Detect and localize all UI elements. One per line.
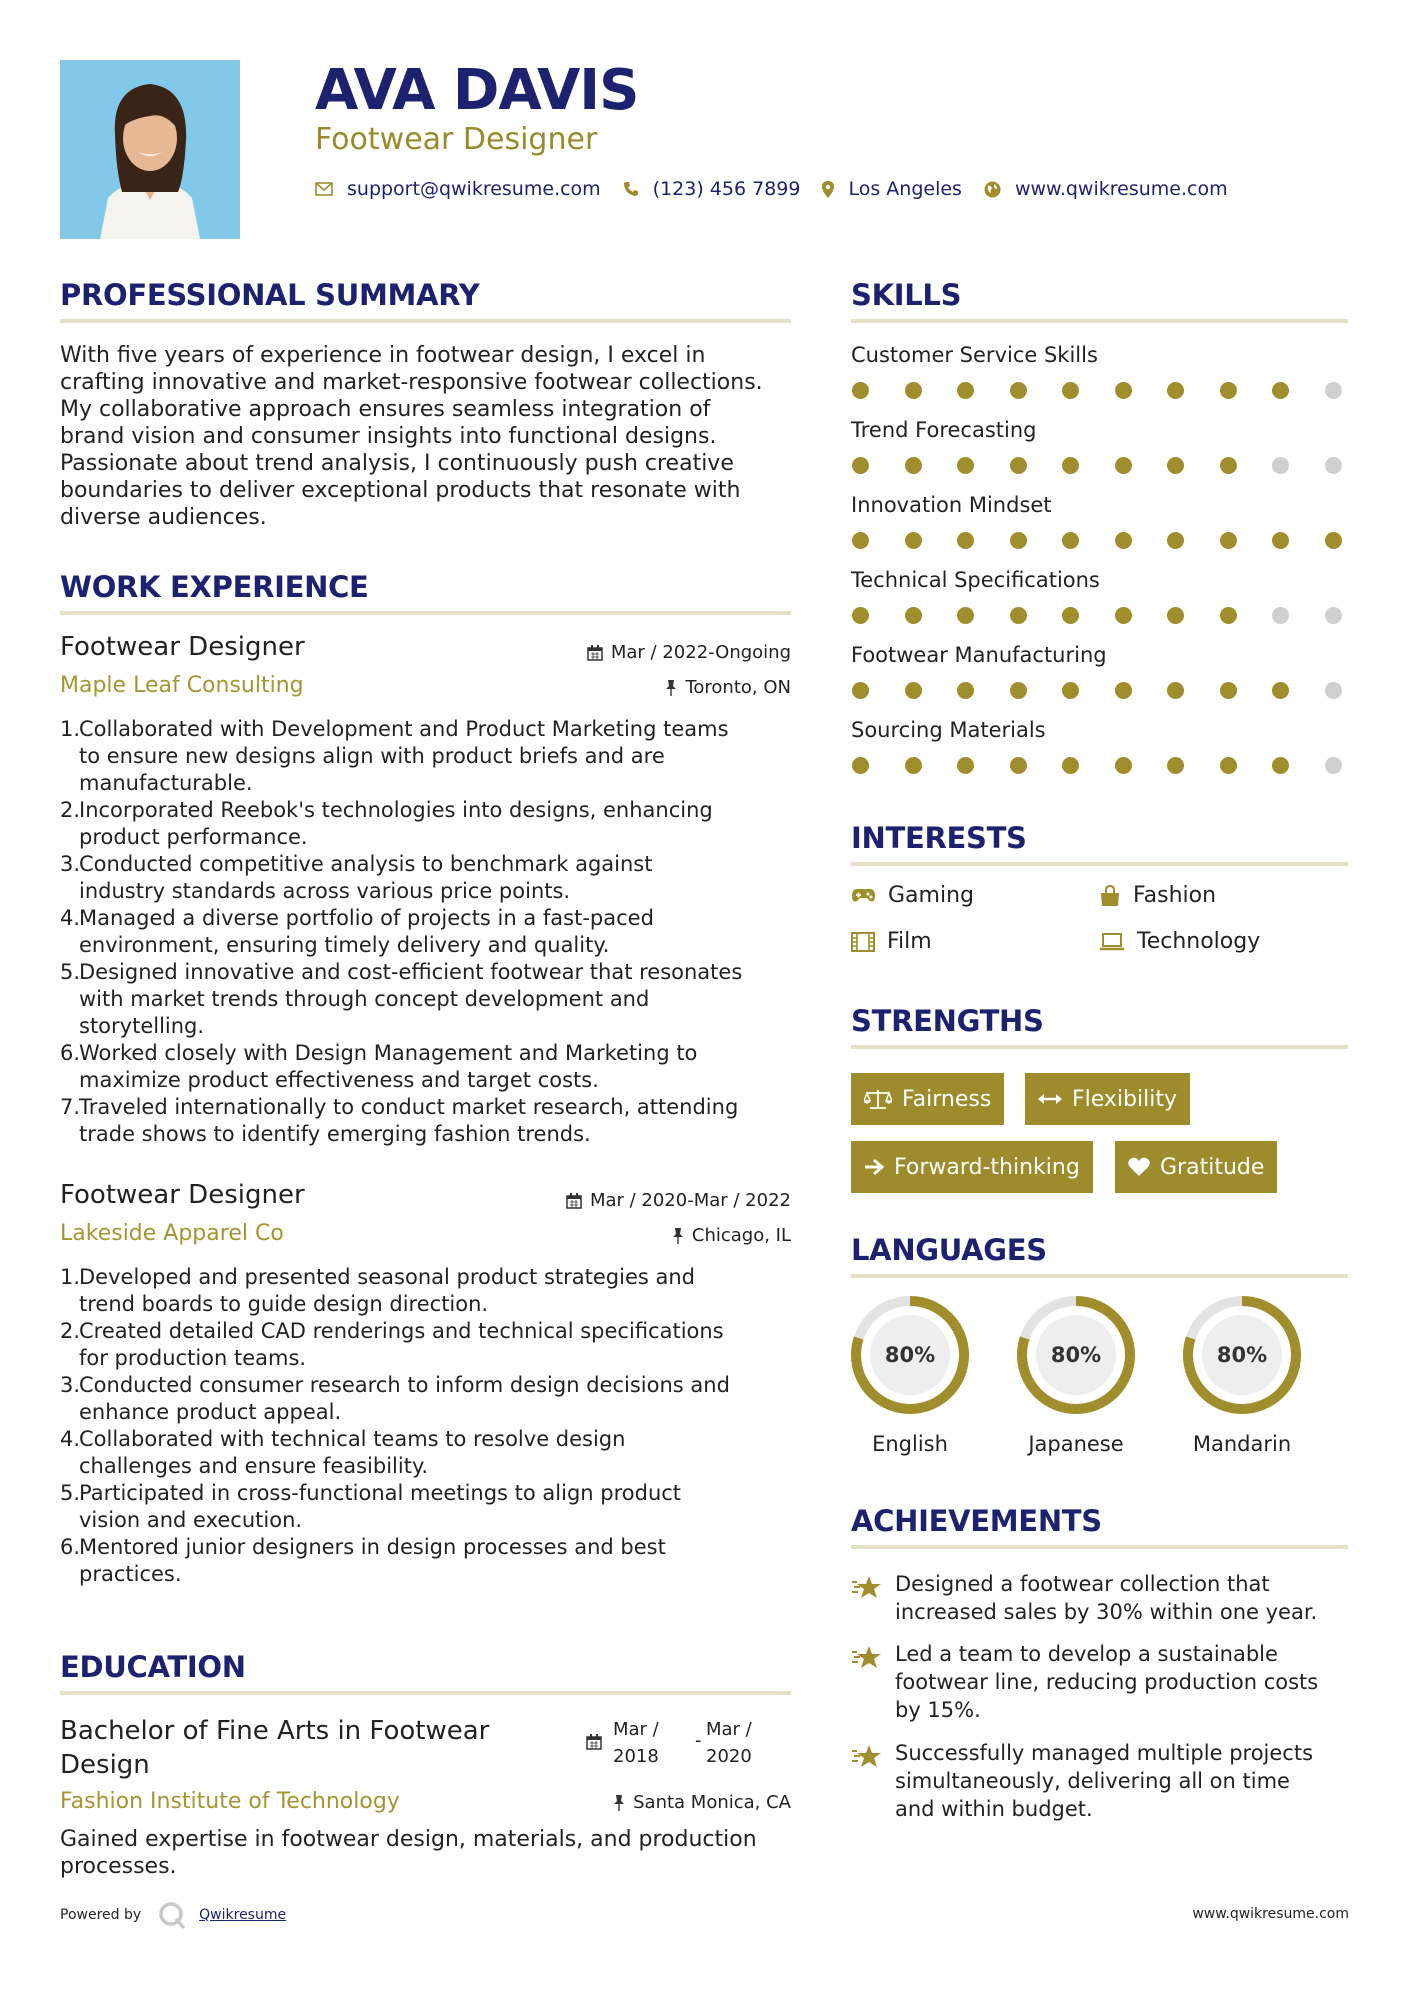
- language-name: Mandarin: [1192, 1432, 1292, 1456]
- skill-dot-filled: [1115, 682, 1132, 699]
- strength-badge: Gratitude: [1115, 1141, 1277, 1193]
- gamepad-icon: [851, 888, 876, 904]
- date-separator: -: [695, 1730, 702, 1751]
- skill-dot-filled: [1010, 757, 1027, 774]
- skill-dot-filled: [957, 607, 974, 624]
- phone-text: (123) 456 7899: [652, 178, 801, 200]
- strength-badge: Flexibility: [1025, 1073, 1190, 1125]
- globe-icon: [984, 181, 1001, 198]
- summary-line: With five years of experience in footwear design, I excel in: [60, 343, 706, 368]
- summary-line: crafting innovative and market-responsive footwear collections.: [60, 370, 763, 395]
- calendar-icon: [586, 1734, 602, 1750]
- skill-dot-filled: [1010, 382, 1027, 399]
- list-item: 4. Managed a diverse portfolio of projects in a fast-paced environment, ensuring timely delivery and quality.: [60, 906, 654, 957]
- skill-label: Technical Specifications: [851, 568, 1100, 592]
- company-name: Maple Leaf Consulting: [60, 673, 304, 698]
- skill-label: Sourcing Materials: [851, 718, 1046, 742]
- star-badge-icon: [851, 1743, 883, 1769]
- candidate-name: AVA DAVIS: [315, 58, 639, 123]
- education-divider: [60, 1691, 791, 1695]
- interests-divider: [851, 862, 1348, 866]
- languages-divider: [851, 1274, 1348, 1278]
- skill-dot-filled: [852, 757, 869, 774]
- strength-badge: Fairness: [851, 1073, 1004, 1125]
- phone-icon: [623, 181, 639, 197]
- skill-dot-filled: [1010, 457, 1027, 474]
- skill-dot-filled: [905, 532, 922, 549]
- skill-dot-filled: [1010, 682, 1027, 699]
- list-item: 3. Conducted consumer research to inform design decisions and enhance product appeal.: [60, 1373, 730, 1424]
- interest-item: Film: [851, 929, 932, 954]
- skill-dot-empty: [1325, 757, 1342, 774]
- job-dates: [566, 1190, 791, 1211]
- location-text: Los Angeles: [848, 178, 962, 200]
- edu-end-date: Mar / 2020: [706, 1719, 752, 1767]
- star-badge-icon: [851, 1644, 883, 1670]
- skill-dot-filled: [1272, 757, 1289, 774]
- skill-dot-filled: [1010, 532, 1027, 549]
- skill-dot-filled: [1010, 607, 1027, 624]
- pin-icon: [672, 1227, 684, 1244]
- list-item: 1. Collaborated with Development and Product Marketing teams to ensure new designs align with product briefs and are manufacturable.: [60, 717, 729, 795]
- summary-heading: PROFESSIONAL SUMMARY: [60, 278, 480, 312]
- language-percent: 80%: [1216, 1343, 1268, 1367]
- skills-heading: SKILLS: [851, 278, 962, 312]
- list-item: 6. Mentored junior designers in design processes and best practices.: [60, 1535, 666, 1586]
- skill-dot-filled: [1115, 457, 1132, 474]
- skill-dot-empty: [1272, 457, 1289, 474]
- degree-title: [60, 1714, 489, 1782]
- summary-line: brand vision and consumer insights into functional designs.: [60, 424, 717, 449]
- skill-rating: [852, 757, 1342, 774]
- school-location: [613, 1792, 791, 1813]
- skill-dot-filled: [852, 682, 869, 699]
- skills-divider: [851, 319, 1348, 323]
- skill-dot-filled: [852, 382, 869, 399]
- summary-line: My collaborative approach ensures seamless integration of: [60, 397, 711, 422]
- summary-line: diverse audiences.: [60, 505, 267, 530]
- skill-rating: [852, 682, 1342, 699]
- languages-heading: LANGUAGES: [851, 1233, 1047, 1267]
- qwikresume-logo-icon: [157, 1900, 187, 1930]
- footer-powered-by: [60, 1900, 286, 1930]
- skill-dot-filled: [1115, 757, 1132, 774]
- list-item: 6. Worked closely with Design Management and Marketing to maximize product effectiveness and target costs.: [60, 1041, 698, 1092]
- skill-dot-filled: [1062, 682, 1079, 699]
- skill-dot-filled: [957, 532, 974, 549]
- skill-dot-filled: [957, 682, 974, 699]
- skill-dot-filled: [1115, 382, 1132, 399]
- achievement-item: Designed a footwear collection that increased sales by 30% within one year.: [851, 1570, 1351, 1626]
- list-item: 5. Designed innovative and cost-efficient footwear that resonates with market trends through concept development and storytelling.: [60, 960, 743, 1038]
- job-dates: [587, 642, 791, 663]
- envelope-icon: [315, 182, 333, 196]
- calendar-icon: [566, 1193, 582, 1209]
- work-divider: [60, 611, 791, 615]
- job-dates-text: Mar / 2022-Ongoing: [610, 642, 791, 663]
- achievements-divider: [851, 1545, 1348, 1549]
- skill-rating: [852, 382, 1342, 399]
- candidate-role: Footwear Designer: [315, 122, 598, 157]
- skill-dot-filled: [1167, 532, 1184, 549]
- skill-dot-empty: [1325, 457, 1342, 474]
- skill-rating: [852, 607, 1342, 624]
- language-percent: 80%: [1050, 1343, 1102, 1367]
- edu-start-date: Mar / 2018: [613, 1719, 659, 1767]
- skill-label: Trend Forecasting: [851, 418, 1037, 442]
- job-location-text: Chicago, IL: [691, 1225, 791, 1246]
- contact-bar: [315, 178, 1250, 200]
- summary-line: Passionate about trend analysis, I continuously push creative: [60, 451, 734, 476]
- interest-item: Fashion: [1099, 883, 1216, 908]
- achievements-heading: ACHIEVEMENTS: [851, 1504, 1102, 1538]
- job-responsibilities: [60, 716, 800, 1148]
- education-description: Gained expertise in footwear design, materials, and production processes.: [60, 1827, 757, 1879]
- skill-dot-filled: [1220, 757, 1237, 774]
- skill-dot-filled: [1272, 382, 1289, 399]
- school-name: Fashion Institute of Technology: [60, 1789, 400, 1814]
- star-badge-icon: [851, 1574, 883, 1600]
- list-item: 3. Conducted competitive analysis to benchmark against industry standards across various price points.: [60, 852, 653, 903]
- laptop-icon: [1099, 933, 1125, 951]
- skill-rating: [852, 532, 1342, 549]
- skill-dot-empty: [1325, 382, 1342, 399]
- list-item: 5. Participated in cross-functional meetings to align product vision and execution.: [60, 1481, 682, 1532]
- arrow-right-icon: [864, 1158, 884, 1176]
- interests-heading: INTERESTS: [851, 821, 1027, 855]
- heart-icon: [1128, 1157, 1150, 1177]
- skill-dot-filled: [1062, 757, 1079, 774]
- achievement-item: Led a team to develop a sustainable footwear line, reducing production costs by 15%.: [851, 1640, 1351, 1724]
- skill-dot-filled: [852, 457, 869, 474]
- pin-icon: [613, 1794, 625, 1811]
- contact-phone[interactable]: [623, 178, 801, 200]
- skill-dot-filled: [957, 457, 974, 474]
- skill-dot-filled: [957, 382, 974, 399]
- job-title: Footwear Designer: [60, 632, 305, 662]
- powered-by-text: Powered by: [60, 1907, 142, 1923]
- shopping-bag-icon: [1099, 885, 1121, 907]
- school-location-text: Santa Monica, CA: [633, 1792, 791, 1813]
- strengths-heading: STRENGTHS: [851, 1004, 1044, 1038]
- job-dates-text: Mar / 2020-Mar / 2022: [589, 1190, 791, 1211]
- skill-dot-filled: [1220, 532, 1237, 549]
- language-item: [849, 1294, 971, 1456]
- contact-website[interactable]: [984, 178, 1228, 200]
- skill-dot-filled: [1272, 682, 1289, 699]
- profile-photo: [60, 60, 240, 239]
- footer-site[interactable]: www.qwikresume.com: [1192, 1906, 1349, 1922]
- email-text: support@qwikresume.com: [347, 178, 601, 200]
- skill-dot-filled: [905, 607, 922, 624]
- summary-divider: [60, 319, 791, 323]
- skill-dot-filled: [1062, 457, 1079, 474]
- list-item: 7. Traveled internationally to conduct market research, attending trade shows to identify emerging fashion trends.: [60, 1095, 739, 1146]
- job-responsibilities: [60, 1264, 800, 1588]
- contact-email[interactable]: [315, 178, 601, 200]
- skill-dot-filled: [1115, 532, 1132, 549]
- language-name: Japanese: [1028, 1432, 1124, 1456]
- skill-dot-filled: [1220, 682, 1237, 699]
- job-title: Footwear Designer: [60, 1180, 305, 1210]
- language-ring: [1015, 1294, 1137, 1416]
- education-heading: EDUCATION: [60, 1650, 246, 1684]
- interest-item: Technology: [1099, 929, 1260, 954]
- skill-dot-filled: [905, 682, 922, 699]
- skill-dot-filled: [1062, 382, 1079, 399]
- skill-label: Customer Service Skills: [851, 343, 1098, 367]
- skill-rating: [852, 457, 1342, 474]
- skill-dot-filled: [1167, 757, 1184, 774]
- skill-dot-filled: [1220, 607, 1237, 624]
- skill-dot-filled: [1115, 607, 1132, 624]
- strengths-divider: [851, 1045, 1348, 1049]
- degree-line: Design: [60, 1750, 150, 1780]
- skill-dot-filled: [1167, 682, 1184, 699]
- job-location-text: Toronto, ON: [685, 677, 791, 698]
- job-location: [665, 677, 791, 698]
- skill-dot-filled: [957, 757, 974, 774]
- company-name: Lakeside Apparel Co: [60, 1221, 284, 1246]
- interest-item: Gaming: [851, 883, 974, 908]
- skill-dot-filled: [905, 382, 922, 399]
- website-text: www.qwikresume.com: [1014, 178, 1228, 200]
- skill-label: Innovation Mindset: [851, 493, 1052, 517]
- skill-dot-filled: [852, 532, 869, 549]
- double-arrow-icon: [1038, 1092, 1062, 1106]
- list-item: 2. Created detailed CAD renderings and technical specifications for production teams.: [60, 1319, 724, 1370]
- calendar-icon: [587, 645, 603, 661]
- job-location: [672, 1225, 791, 1246]
- language-name: English: [872, 1432, 948, 1456]
- summary-line: boundaries to deliver exceptional products that resonate with: [60, 478, 741, 503]
- qwikresume-link[interactable]: Qwikresume: [199, 1907, 287, 1923]
- degree-line: Bachelor of Fine Arts in Footwear: [60, 1716, 490, 1746]
- list-item: 1. Developed and presented seasonal product strategies and trend boards to guide design direction.: [60, 1265, 696, 1316]
- film-icon: [851, 932, 875, 952]
- skill-dot-empty: [1325, 682, 1342, 699]
- strength-badge: Forward-thinking: [851, 1141, 1093, 1193]
- skill-dot-filled: [905, 757, 922, 774]
- balance-scale-icon: [864, 1088, 892, 1110]
- list-item: 2. Incorporated Reebok's technologies into designs, enhancing product performance.: [60, 798, 713, 849]
- skill-dot-filled: [1062, 607, 1079, 624]
- skill-dot-empty: [1272, 607, 1289, 624]
- work-heading: WORK EXPERIENCE: [60, 570, 369, 604]
- list-item: 4. Collaborated with technical teams to resolve design challenges and ensure feasibility.: [60, 1427, 626, 1478]
- language-ring: [849, 1294, 971, 1416]
- language-item: [1181, 1294, 1303, 1456]
- skill-dot-filled: [1220, 382, 1237, 399]
- contact-location: [822, 178, 961, 200]
- skill-dot-filled: [1062, 532, 1079, 549]
- language-ring: [1181, 1294, 1303, 1416]
- skill-dot-filled: [1167, 457, 1184, 474]
- skill-dot-filled: [1325, 532, 1342, 549]
- map-marker-icon: [822, 181, 834, 198]
- pin-icon: [665, 679, 677, 696]
- skill-dot-filled: [1167, 382, 1184, 399]
- skill-dot-empty: [1325, 607, 1342, 624]
- skill-dot-filled: [905, 457, 922, 474]
- skill-label: Footwear Manufacturing: [851, 643, 1107, 667]
- language-percent: 80%: [884, 1343, 936, 1367]
- skill-dot-filled: [1167, 607, 1184, 624]
- language-item: [1015, 1294, 1137, 1456]
- skill-dot-filled: [1272, 532, 1289, 549]
- skill-dot-filled: [1220, 457, 1237, 474]
- achievement-item: Successfully managed multiple projects simultaneously, delivering all on time and within budget.: [851, 1739, 1351, 1823]
- summary-text: [60, 342, 763, 531]
- skill-dot-filled: [852, 607, 869, 624]
